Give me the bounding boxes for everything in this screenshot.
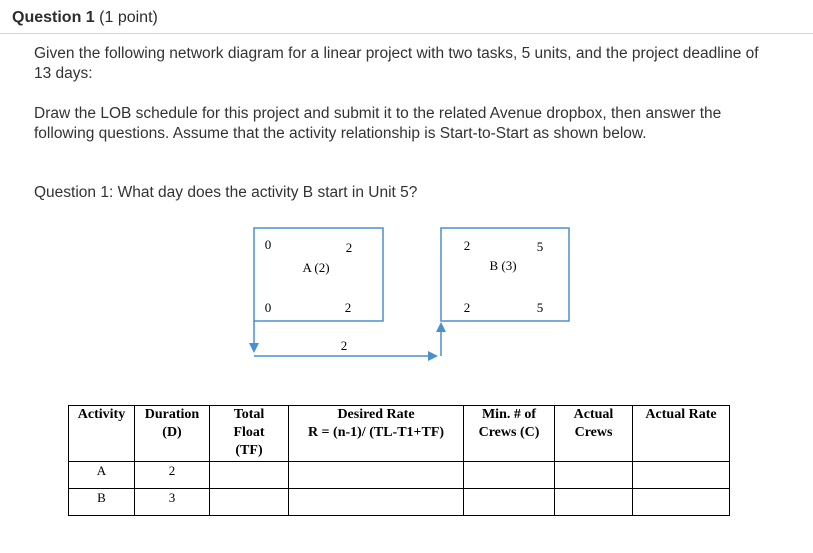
cell-total-float[interactable] [210,489,289,516]
cell-desired-rate[interactable] [289,489,464,516]
node-b-label: B (3) [489,258,517,273]
node-b-box [441,228,569,321]
header-duration: Duration (D) [135,406,210,462]
table-header-row [69,406,730,462]
question-points: (1 point) [99,9,158,26]
table-row [69,489,730,516]
cell-duration: 2 [135,462,210,489]
cell-activity: A [69,462,135,489]
cell-actual-crews[interactable] [555,462,633,489]
table-row [69,462,730,489]
cell-actual-rate[interactable] [633,462,730,489]
cell-min-crews[interactable] [464,489,555,516]
node-b-early-start: 2 [463,238,471,253]
node-b-late-finish: 5 [536,300,544,315]
header-actual-rate: Actual Rate [633,406,730,462]
cell-total-float[interactable] [210,462,289,489]
intro-paragraph: Given the following network diagram for a linear project with two tasks, 5 units, and the project deadline of 13 days: [34,45,759,82]
question-number: Question 1 [12,9,95,26]
node-b-early-finish: 5 [536,239,544,254]
cell-actual-rate[interactable] [633,489,730,516]
node-b-late-start: 2 [463,300,471,315]
header-activity: Activity [69,406,135,462]
cell-duration: 3 [135,489,210,516]
link-lag-label: 2 [340,338,348,353]
node-a-late-start: 0 [264,300,272,315]
ss-link-arrow [254,321,441,356]
cell-actual-crews[interactable] [555,489,633,516]
sub-question-text: Question 1: What day does the activity B start in Unit 5? [34,184,418,201]
cell-activity: B [69,489,135,516]
header-min-crews: Min. # of Crews (C) [464,406,555,462]
cell-desired-rate[interactable] [289,462,464,489]
node-a-early-finish: 2 [345,240,353,255]
node-a-late-finish: 2 [344,300,352,315]
node-a-early-start: 0 [264,237,272,252]
cell-min-crews[interactable] [464,462,555,489]
instructions-paragraph: Draw the LOB schedule for this project and submit it to the related Avenue dropbox, then answer the following questions. Assume that the activity relationship is Start-to-Start as shown below. [34,105,722,142]
node-a-label: A (2) [302,260,330,275]
lob-table [68,405,730,516]
header-desired-rate: Desired Rate R = (n-1)/ (TL-T1+TF) [289,406,464,462]
header-total-float: Total Float (TF) [210,406,289,462]
header-actual-crews: Actual Crews [555,406,633,462]
